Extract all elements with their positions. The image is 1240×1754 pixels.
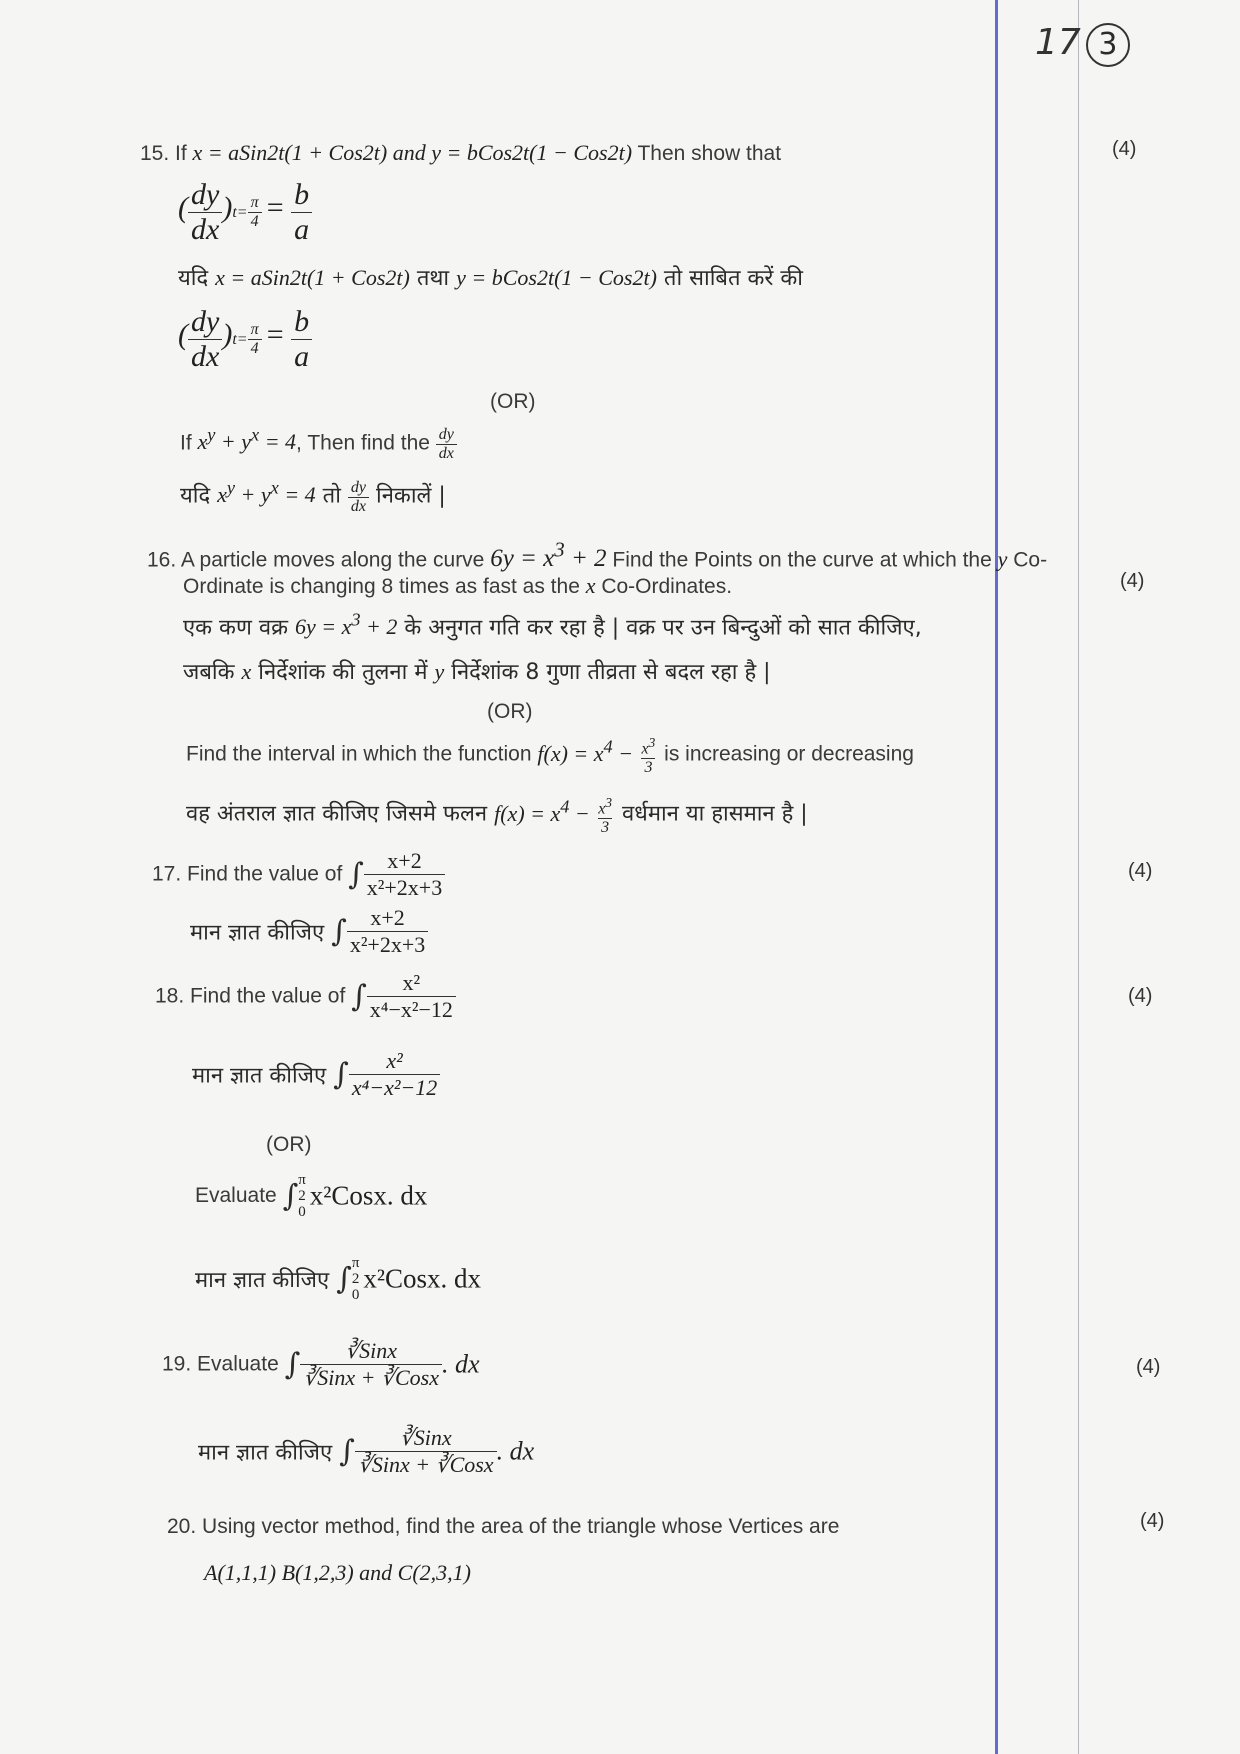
q17-marks: (4) xyxy=(1128,860,1153,882)
q15-prefix: 15. If xyxy=(140,142,193,165)
q18-marks: (4) xyxy=(1128,985,1153,1007)
q17-english: 17. Find the value of ∫ $\frac{x+2}{\text{x²+2x+3}}$ xyxy=(152,848,445,901)
q15-or: (OR) xyxy=(490,390,536,413)
q20-line1: 20. Using vector method, find the area of the triangle whose Vertices are xyxy=(167,1515,840,1538)
margin-line-grey xyxy=(1078,0,1079,1754)
q19-english: 19. Evaluate ∫ $\frac{\text{∛Sinx}}{\text{∛Sinx + ∛Cosx}}$ . dx xyxy=(162,1338,480,1390)
q15-english xyxy=(140,140,781,166)
q20-marks: (4) xyxy=(1140,1510,1165,1532)
q15-suffix: Then show that xyxy=(632,142,782,165)
q16-or: (OR) xyxy=(487,700,533,723)
q16-english-line1: 16. A particle moves along the curve $6y = x^3 + 2$ Find the Points on the curve at which the y Co- xyxy=(147,538,1048,573)
handwritten-page-number xyxy=(1035,22,1130,67)
q16-or-hindi: वह अंतराल ज्ञात कीजिए जिसमे फलन $f(x) = x^4$ − $\frac{x^3}{3}$ वर्धमान या हासमान है | xyxy=(186,795,808,837)
q16-hindi-line1: एक कण वक्र $6y = x^3 + 2$ के अनुगत गति कर रहा है | वक्र पर उन बिन्दुओं को सात कीजिए, xyxy=(183,610,922,641)
q19-marks: (4) xyxy=(1136,1356,1161,1378)
q17-hindi: मान ज्ञात कीजिए ∫ $\frac{x+2}{\text{x²+2x+3}}$ xyxy=(190,905,428,958)
q16-hindi-line2: जबकि x निर्देशांक की तुलना में y निर्देशांक 8 गुणा तीव्रता से बदल रहा है | xyxy=(183,659,771,685)
q15-expression: x = aSin2t(1 + Cos2t) and y = bCos2t(1 − Cos2t) xyxy=(192,140,633,165)
q18-or: (OR) xyxy=(266,1133,312,1156)
q18-english: 18. Find the value of ∫ $\frac{\text{x²}}{\text{x⁴−x²−12}}$ xyxy=(155,970,456,1023)
q18-hindi: मान ज्ञात कीजिए ∫ $\frac{\text{x²}}{\text{x⁴−x²−12}}$ xyxy=(192,1048,440,1101)
q15-or-hindi: यदि $x^y + y^x = 4$ तो $\frac{dy}{dx}$ निकालें | xyxy=(180,478,446,516)
q18-or-hindi: मान ज्ञात कीजिए ∫ π 2 0 x²Cosx. dx xyxy=(195,1255,482,1303)
handwritten-number: 17 xyxy=(1035,22,1081,63)
q18-or-english: Evaluate ∫ π 2 0 x²Cosx. dx xyxy=(195,1172,428,1220)
q16-english-line2: Ordinate is changing 8 times as fast as the x Co-Ordinates. xyxy=(183,573,733,598)
circled-number: 3 xyxy=(1086,23,1130,67)
margin-line-blue xyxy=(995,0,998,1754)
q15-or-english: If $x^y + y^x = 4$, Then find the $\frac{dy}{dx}$ xyxy=(180,425,457,463)
q20-line2: A(1,1,1) B(1,2,3) and C(2,3,1) xyxy=(204,1560,472,1585)
q15-derivative-en: ( $\frac{dy}{dx}$ )t= $\frac{\pi}{4}$ = $\frac{b}{a}$ xyxy=(178,178,312,247)
q15-marks: (4) xyxy=(1112,138,1137,160)
q16-or-english: Find the interval in which the function $f(x) = x^4$ − $\frac{x^3}{3}$ is increasing or decreasing xyxy=(186,735,914,777)
q15-hindi: यदि x = aSin2t(1 + Cos2t) तथा y = bCos2t(1 − Cos2t) तो साबित करें की xyxy=(178,265,804,291)
q19-hindi: मान ज्ञात कीजिए ∫ $\frac{\text{∛Sinx}}{\text{∛Sinx + ∛Cosx}}$ . dx xyxy=(198,1425,535,1477)
q16-marks: (4) xyxy=(1120,570,1145,592)
q15-derivative-hi: ( $\frac{dy}{dx}$ )t= $\frac{\pi}{4}$ = $\frac{b}{a}$ xyxy=(178,305,312,374)
